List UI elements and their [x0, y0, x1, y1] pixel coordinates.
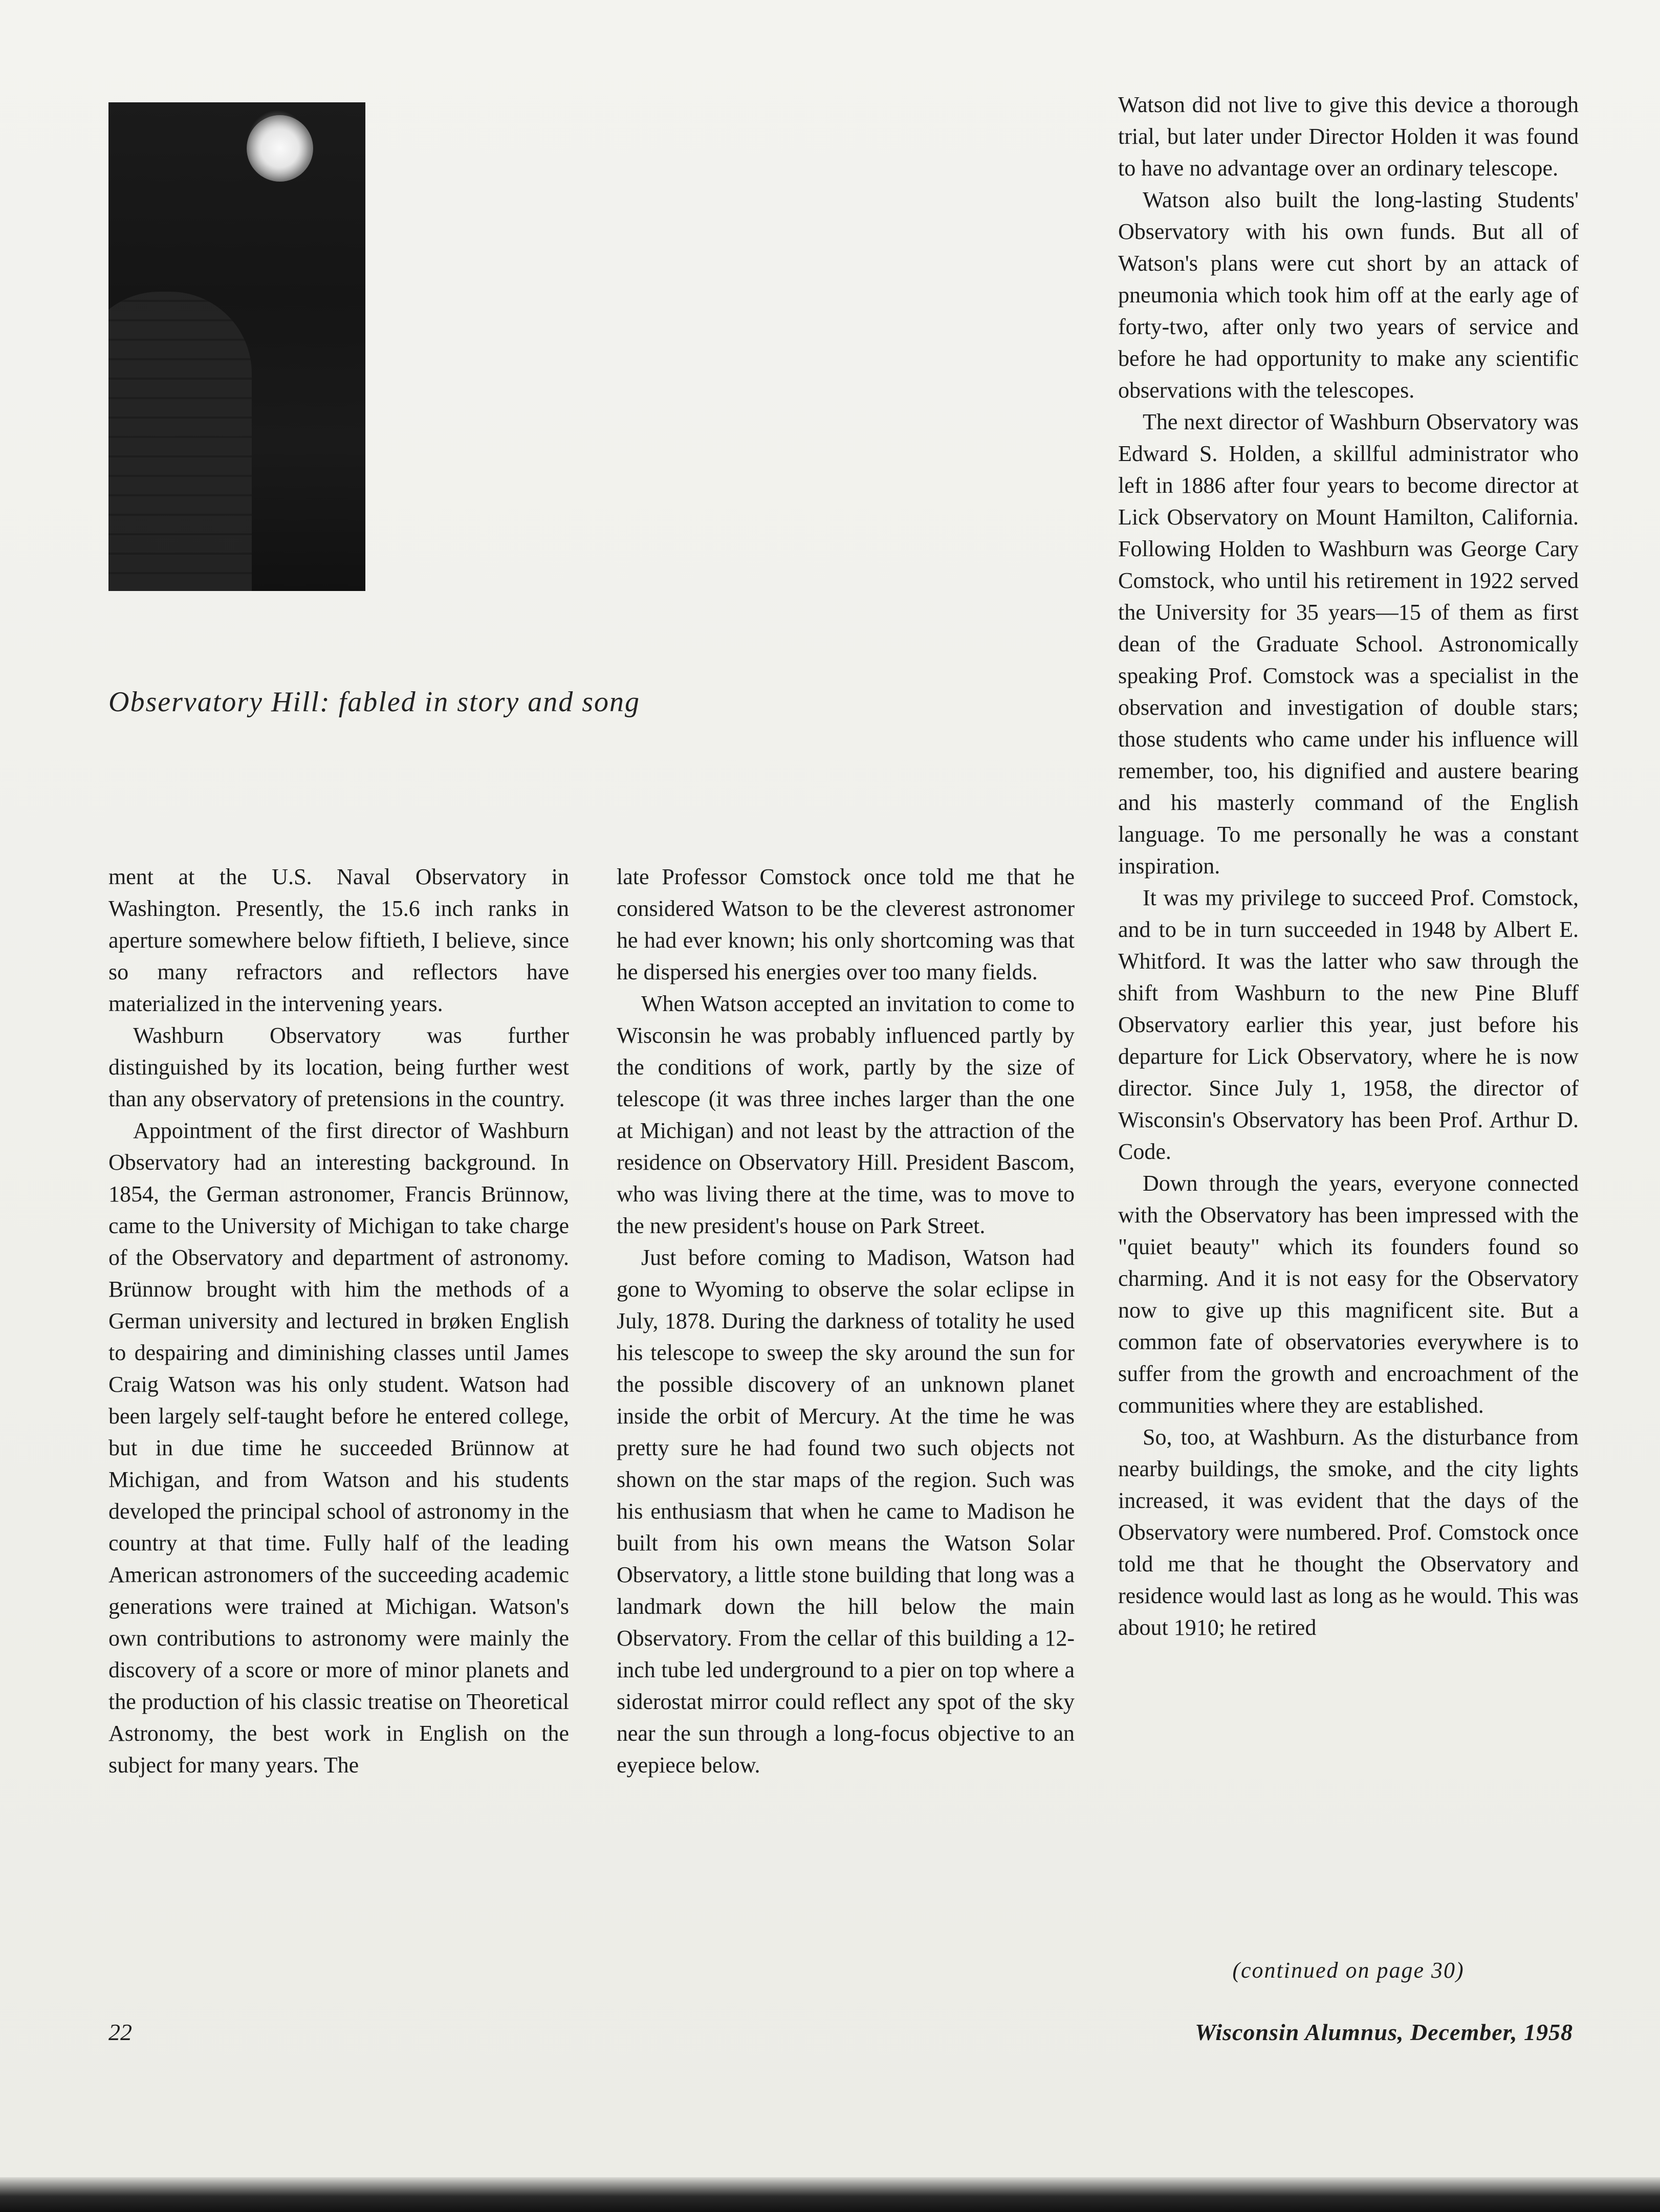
scan-edge	[0, 2177, 1660, 2212]
article-column-1	[108, 861, 569, 1781]
paragraph: ment at the U.S. Naval Observatory in Washington. Presently, the 15.6 inch ranks in aperture somewhere below fiftieth, I believe, since so many refractors and reflectors have materialized in the intervening years.	[108, 864, 569, 1016]
continued-note: (continued on page 30)	[1232, 1958, 1465, 1983]
paragraph: Down through the years, everyone connected with the Observatory has been impressed with the "quiet beauty" which its founders found so charming. And it is not easy for the Observatory now to give up this magnificent site. But a common fate of observatories everywhere is to suffer from the growth and encroachment of the communities where they are established.	[1118, 1171, 1579, 1418]
paragraph: When Watson accepted an invitation to come to Wisconsin he was probably influenced partly by the conditions of work, partly by the size of telescope (it was three inches larger than the one at Michigan) and not least by the attraction of the residence on Observatory Hill. President Bascom, who was living there at the time, was to move to the new president's house on Park Street.	[617, 991, 1075, 1238]
paragraph: It was my privilege to succeed Prof. Comstock, and to be in turn succeeded in 1948 by Albert E. Whitford. It was the latter who saw through the shift from Washburn to the new Pine Bluff Observatory earlier this year, just before his departure for Lick Observatory, where he is now director. Since July 1, 1958, the director of Wisconsin's Observatory has been Prof. Arthur D. Code.	[1118, 885, 1579, 1164]
observatory-dome-silhouette	[108, 292, 252, 591]
paragraph: late Professor Comstock once told me that he considered Watson to be the cleverest astronomer he had ever known; his only shortcoming was that he dispersed his energies over too many fields.	[617, 864, 1075, 984]
paragraph: Watson did not live to give this device a thorough trial, but later under Director Holden it was found to have no advantage over an ordinary telescope.	[1118, 92, 1579, 181]
paragraph: Just before coming to Madison, Watson had gone to Wyoming to observe the solar eclipse in July, 1878. During the darkness of totality he used his telescope to sweep the sky around the sun for the possible discovery of an unknown planet inside the orbit of Mercury. At the time he was pretty sure he had found two such objects not shown on the star maps of the region. Such was his enthusiasm that when he came to Madison he built from his own means the Watson Solar Observatory, a little stone building that long was a landmark down the hill below the main Observatory. From the cellar of this building a 12-inch tube led underground to a pier on top where a siderostat mirror could reflect any spot of the sky near the sun through a long-focus objective to an eyepiece below.	[617, 1245, 1075, 1778]
paragraph: So, too, at Washburn. As the disturbance from nearby buildings, the smoke, and the city lights increased, it was evident that the days of the Observatory were numbered. Prof. Comstock once told me that he thought the Observatory and residence would last as long as he would. This was about 1910; he retired	[1118, 1425, 1579, 1640]
observatory-photo	[108, 102, 365, 591]
article-column-3	[1118, 89, 1579, 1644]
page-number: 22	[108, 2019, 132, 2045]
paragraph: Watson also built the long-lasting Students' Observatory with his own funds. But all of Watson's plans were cut short by an attack of pneumonia which took him off at the early age of forty-two, after only two years of service and before he had opportunity to make any scientific observations with the telescopes.	[1118, 187, 1579, 403]
moon-glow	[247, 115, 313, 182]
article-column-2	[617, 861, 1075, 1781]
publication-footer: Wisconsin Alumnus, December, 1958	[1195, 2019, 1573, 2045]
photo-caption: Observatory Hill: fabled in story and song	[108, 686, 641, 718]
paragraph: Washburn Observatory was further distinguished by its location, being further west than any observatory of pretensions in the country.	[108, 1023, 569, 1111]
paragraph: Appointment of the first director of Washburn Observatory had an interesting background. In 1854, the German astronomer, Francis Brünnow, came to the University of Michigan to take charge of the Observatory and department of astronomy. Brünnow brought with him the methods of a German university and lectured in brøken English to despairing and diminishing classes until James Craig Watson was his only student. Watson had been largely self-taught before he entered college, but in due time he succeeded Brünnow at Michigan, and from Watson and his students developed the principal school of astronomy in the country at that time. Fully half of the leading American astronomers of the succeeding academic generations were trained at Michigan. Watson's own contributions to astronomy were mainly the discovery of a score or more of minor planets and the production of his classic treatise on Theoretical Astronomy, the best work in English on the subject for many years. The	[108, 1118, 569, 1778]
paragraph: The next director of Washburn Observatory was Edward S. Holden, a skillful administrator who left in 1886 after four years to become director at Lick Observatory on Mount Hamilton, California. Following Holden to Washburn was George Cary Comstock, who until his retirement in 1922 served the University for 35 years—15 of them as first dean of the Graduate School. Astronomically speaking Prof. Comstock was a specialist in the observation and investigation of double stars; those students who came under his influence will remember, too, his dignified and austere bearing and his masterly command of the English language. To me personally he was a constant inspiration.	[1118, 409, 1579, 879]
